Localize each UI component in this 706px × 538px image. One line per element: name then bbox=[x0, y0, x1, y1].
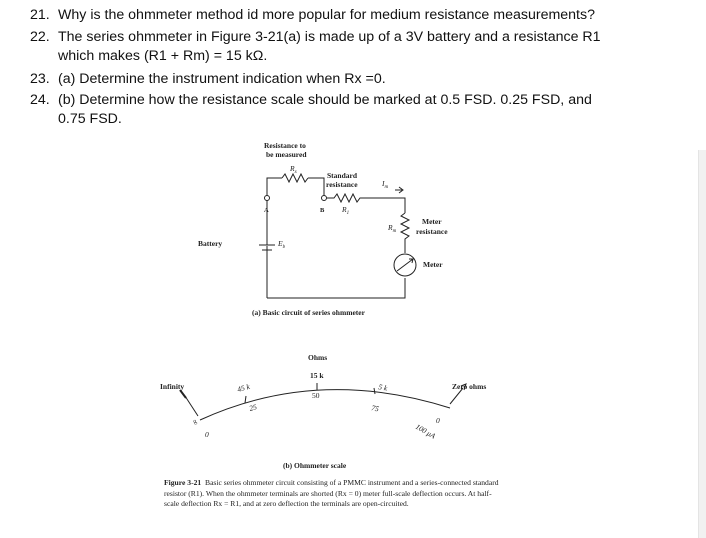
tick-infinity-mark: ∞ bbox=[190, 417, 201, 427]
label-rm: $R_m$ bbox=[388, 223, 397, 234]
terminal-a bbox=[265, 196, 270, 201]
tick-50: 50 bbox=[312, 391, 320, 400]
caption-a: (a) Basic circuit of series ohmmeter bbox=[252, 308, 365, 317]
tick-100-ua: 100 μA bbox=[414, 421, 438, 441]
scrollbar[interactable] bbox=[698, 150, 706, 538]
circuit-wire-bottom bbox=[267, 278, 405, 298]
current-arrow bbox=[395, 187, 403, 193]
rm-resistor bbox=[401, 213, 409, 253]
tick-25: 25 bbox=[248, 402, 258, 413]
question-number: 22. bbox=[30, 29, 50, 45]
label-eb: $E_b$ bbox=[278, 239, 286, 250]
question-text-continuation: which makes (R1 + Rm) = 15 kΩ. bbox=[58, 48, 268, 64]
tick-zero-right: 0 bbox=[436, 416, 440, 425]
label-node-a: A bbox=[264, 207, 269, 214]
tick-45k: 45 k bbox=[236, 381, 251, 394]
r1-resistor bbox=[327, 194, 405, 213]
question-number: 21. bbox=[30, 7, 50, 23]
caption-label: Figure 3-21 bbox=[164, 478, 202, 487]
question-number: 24. bbox=[30, 92, 50, 108]
tick-zero-left: 0 bbox=[205, 430, 209, 439]
question-text: The series ohmmeter in Figure 3-21(a) is made up of a 3V battery and a resistance R1 bbox=[58, 29, 601, 45]
label-rx: $R_x$ bbox=[290, 164, 297, 175]
scale-arc bbox=[200, 390, 450, 420]
tick-75: 75 bbox=[370, 403, 380, 414]
rx-resistor bbox=[282, 174, 308, 182]
label-r1: $R_1$ bbox=[342, 205, 350, 216]
figure-caption bbox=[164, 478, 504, 510]
label-meter: Meter bbox=[423, 260, 443, 269]
caption-b: (b) Ohmmeter scale bbox=[283, 461, 347, 470]
question-text: Why is the ohmmeter method id more popular for medium resistance measurements? bbox=[58, 7, 595, 23]
label-ohms: Ohms bbox=[308, 353, 328, 362]
label-infinity: Infinity bbox=[160, 382, 185, 391]
label-be-measured: be measured bbox=[266, 150, 307, 159]
terminal-b bbox=[322, 196, 327, 201]
figure-3-21 bbox=[150, 138, 510, 473]
label-standard: Standard bbox=[327, 171, 358, 180]
label-meter-line1: Meter bbox=[422, 217, 442, 226]
label-node-b: B bbox=[320, 207, 325, 214]
label-meter-resistance: resistance bbox=[416, 227, 448, 236]
label-resistance: resistance bbox=[326, 180, 358, 189]
question-text: (b) Determine how the resistance scale should be marked at 0.5 FSD. 0.25 FSD, and bbox=[58, 92, 592, 108]
label-battery: Battery bbox=[198, 239, 223, 248]
label-im: $I_m$ bbox=[382, 179, 389, 190]
tick-5k: 5 k bbox=[377, 382, 389, 393]
question-text: (a) Determine the instrument indication when Rx =0. bbox=[58, 71, 386, 87]
question-text-continuation: 0.75 FSD. bbox=[58, 111, 122, 127]
needle-infinity bbox=[185, 396, 198, 416]
label-resistance-to-measure: Resistance to bbox=[264, 141, 306, 150]
label-zero-ohms: Zero ohms bbox=[452, 382, 487, 391]
caption-text: Basic series ohmmeter circuit consisting of a PMMC instrument and a series-connected standard resistor (R1). When the ohmmeter terminals are shorted (Rx = 0) meter full-scale deflection occurs. At half-scale deflection Rx = R1, and at zero deflection the terminals are open-circuited. bbox=[164, 478, 499, 508]
rx-wire bbox=[267, 178, 282, 198]
question-number: 23. bbox=[30, 71, 50, 87]
tick-15k: 15 k bbox=[310, 371, 324, 380]
